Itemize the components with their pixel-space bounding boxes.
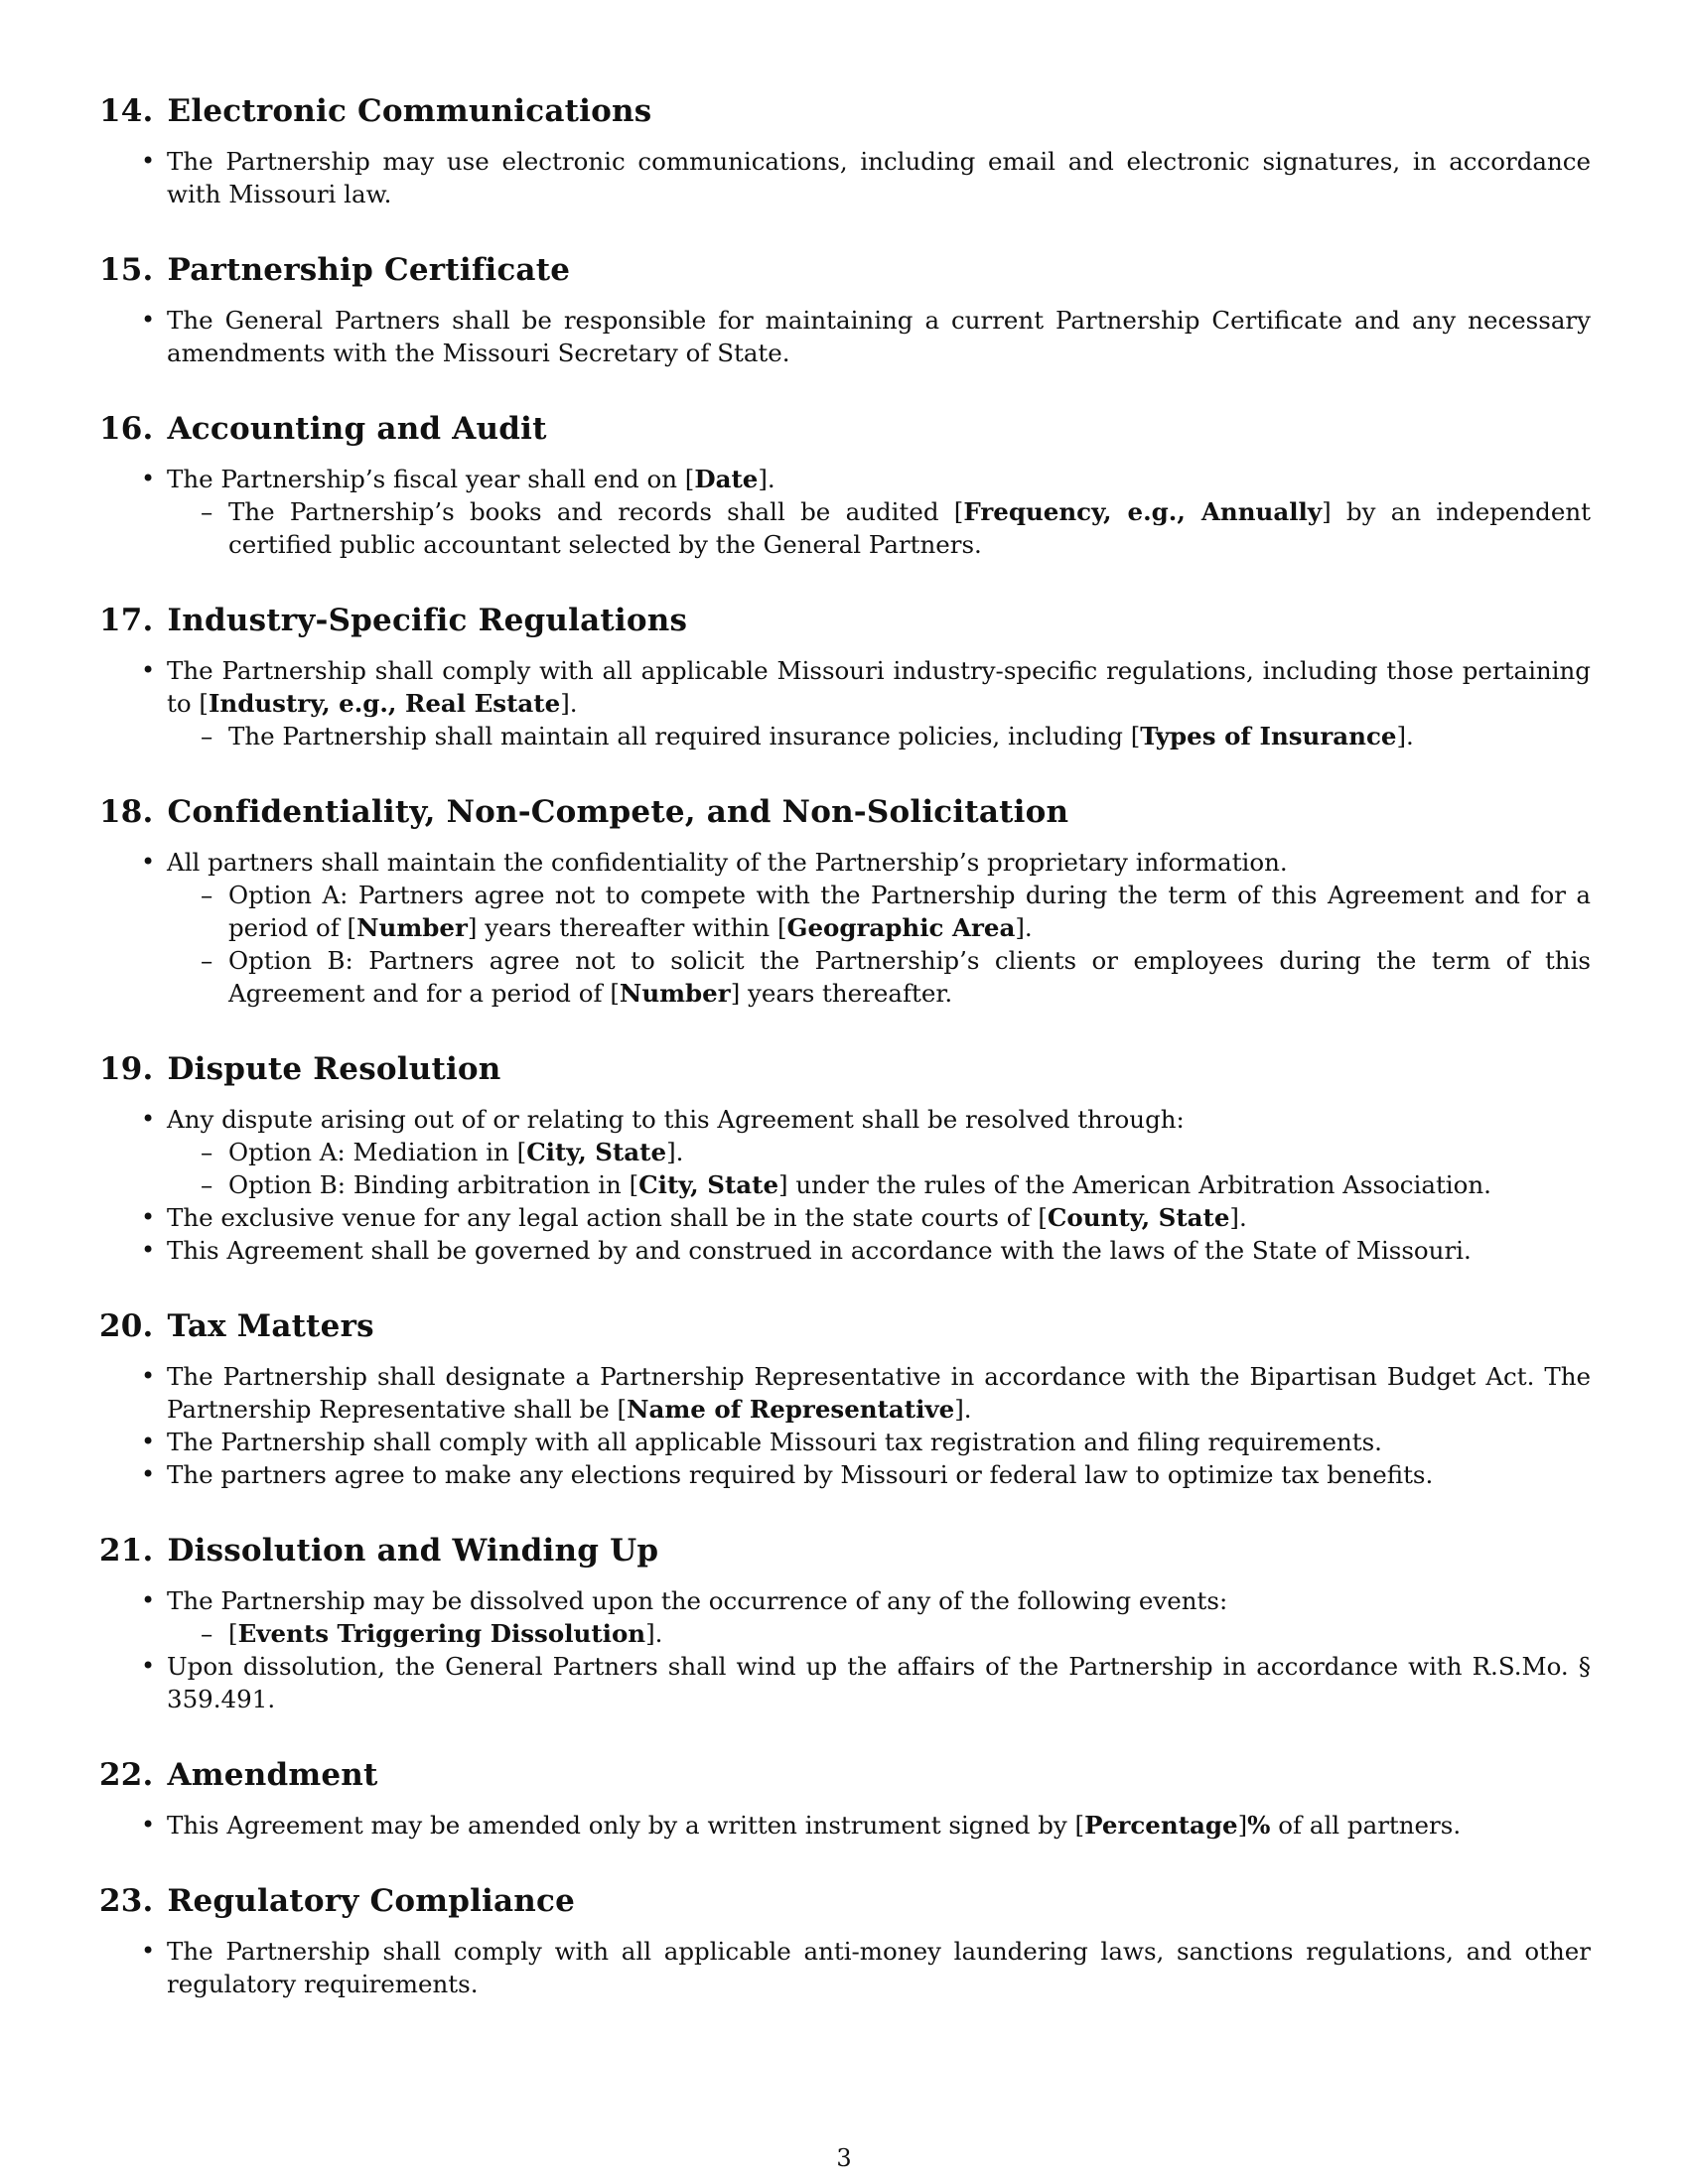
section-heading	[99, 601, 1591, 640]
placeholder-field: Frequency, e.g., Annually	[963, 497, 1323, 526]
section-heading	[99, 91, 1591, 131]
bullet-list	[99, 145, 1591, 210]
section-title: Confidentiality, Non-Compete, and Non-Solicitation	[167, 794, 1069, 830]
page-number: 3	[836, 2144, 852, 2172]
section-number: 17.	[99, 603, 154, 638]
section-title: Dispute Resolution	[167, 1051, 501, 1087]
text-run: The Partnership may be dissolved upon the occurrence of any of the following events:	[167, 1586, 1228, 1615]
sub-list-item	[167, 1168, 1591, 1201]
list-item	[99, 1201, 1591, 1234]
text-run: ].	[645, 1619, 663, 1648]
placeholder-field: City, State	[638, 1170, 779, 1199]
section-23	[99, 1881, 1591, 2000]
text-run: The exclusive venue for any legal action shall be in the state courts of [	[167, 1203, 1048, 1232]
section-17	[99, 601, 1591, 752]
section-title: Regulatory Compliance	[167, 1883, 576, 1919]
text-run: ] years thereafter.	[730, 979, 953, 1008]
placeholder-field: Number	[356, 913, 468, 942]
section-title: Dissolution and Winding Up	[167, 1533, 659, 1569]
section-number: 16.	[99, 411, 154, 447]
text-run: The partners agree to make any elections required by Missouri or federal law to optimize tax benefits.	[167, 1460, 1434, 1489]
placeholder-field: Events Triggering Dissolution	[237, 1619, 646, 1648]
text-run: All partners shall maintain the confidentiality of the Partnership’s proprietary information.	[167, 848, 1288, 877]
section-heading	[99, 1531, 1591, 1570]
sub-list	[167, 879, 1591, 1010]
text-run: The Partnership shall comply with all applicable Missouri industry-specific regulations, including those pertaining to [	[167, 656, 1591, 718]
text-run: [	[228, 1619, 238, 1648]
text-run: This Agreement may be amended only by a written instrument signed by [	[167, 1811, 1085, 1840]
section-heading	[99, 1881, 1591, 1921]
bullet-list	[99, 463, 1591, 561]
text-run: ].	[1015, 913, 1033, 942]
sub-list	[167, 1617, 1591, 1650]
section-18	[99, 792, 1591, 1010]
placeholder-field: %	[1247, 1811, 1271, 1840]
text-run: ].	[560, 689, 578, 718]
section-title: Accounting and Audit	[167, 411, 547, 447]
placeholder-field: County, State	[1047, 1203, 1230, 1232]
text-run: The Partnership may use electronic communications, including email and electronic signatures, in accordance with Missouri law.	[167, 147, 1591, 208]
text-run: The Partnership shall maintain all required insurance policies, including [	[228, 722, 1141, 751]
text-run: ].	[758, 465, 775, 493]
sub-list-item	[167, 1617, 1591, 1650]
bullet-list	[99, 1584, 1591, 1715]
section-heading	[99, 1306, 1591, 1346]
placeholder-field: Date	[694, 465, 759, 493]
section-20	[99, 1306, 1591, 1491]
text-run: ].	[666, 1138, 684, 1166]
list-item	[99, 304, 1591, 369]
section-title: Partnership Certificate	[167, 252, 571, 288]
document-page	[99, 91, 1591, 2040]
section-number: 20.	[99, 1308, 154, 1344]
sub-list-item	[167, 944, 1591, 1010]
section-title: Industry-Specific Regulations	[167, 603, 688, 638]
section-heading	[99, 1049, 1591, 1089]
list-item	[99, 1809, 1591, 1842]
list-item	[99, 846, 1591, 1010]
section-title: Tax Matters	[167, 1308, 374, 1344]
bullet-list	[99, 1809, 1591, 1842]
bullet-list	[99, 654, 1591, 752]
text-run: ].	[1229, 1203, 1247, 1232]
text-run: ] years thereafter within [	[467, 913, 787, 942]
section-21	[99, 1531, 1591, 1715]
placeholder-field: Geographic Area	[786, 913, 1016, 942]
placeholder-field: Types of Insurance	[1140, 722, 1397, 751]
text-run: Any dispute arising out of or relating to this Agreement shall be resolved through:	[167, 1105, 1185, 1134]
section-title: Electronic Communications	[167, 93, 652, 129]
placeholder-field: Name of Representative	[627, 1395, 955, 1424]
bullet-list	[99, 1103, 1591, 1267]
text-run: Option A: Partners agree not to compete with the Partnership during the term of this Agreement and for a period of [	[228, 881, 1591, 942]
list-item	[99, 145, 1591, 210]
text-run: Option A: Mediation in [	[228, 1138, 527, 1166]
section-19	[99, 1049, 1591, 1267]
list-item	[99, 1935, 1591, 2000]
bullet-list	[99, 846, 1591, 1010]
text-run: ].	[1396, 722, 1414, 751]
text-run: The Partnership shall comply with all applicable anti-money laundering laws, sanctions regulations, and other regulatory requirements.	[167, 1937, 1591, 1998]
section-16	[99, 409, 1591, 561]
section-heading	[99, 409, 1591, 449]
list-item	[99, 1650, 1591, 1715]
text-run: The Partnership’s fiscal year shall end on [	[167, 465, 695, 493]
section-22	[99, 1755, 1591, 1842]
list-item	[99, 1234, 1591, 1267]
section-14	[99, 91, 1591, 210]
text-run: ]	[1237, 1811, 1248, 1840]
text-run: ] under the rules of the American Arbitration Association.	[778, 1170, 1491, 1199]
sub-list	[167, 720, 1591, 752]
text-run: ].	[954, 1395, 972, 1424]
bullet-list	[99, 1935, 1591, 2000]
placeholder-field: Number	[619, 979, 731, 1008]
section-number: 23.	[99, 1883, 154, 1919]
section-heading	[99, 792, 1591, 832]
placeholder-field: Industry, e.g., Real Estate	[208, 689, 561, 718]
text-run: Upon dissolution, the General Partners shall wind up the affairs of the Partnership in accordance with R.S.Mo. § 359.491.	[167, 1652, 1591, 1713]
list-item	[99, 463, 1591, 561]
section-heading	[99, 1755, 1591, 1795]
text-run: The General Partners shall be responsible for maintaining a current Partnership Certificate and any necessary amendments with the Missouri Secretary of State.	[167, 306, 1591, 367]
sub-list-item	[167, 495, 1591, 561]
sub-list-item	[167, 720, 1591, 752]
text-run: of all partners.	[1270, 1811, 1462, 1840]
sub-list	[167, 1136, 1591, 1201]
list-item	[99, 1360, 1591, 1426]
text-run: Option B: Partners agree not to solicit the Partnership’s clients or employees during the term of this Agreement and for a period of [	[228, 946, 1591, 1008]
section-number: 15.	[99, 252, 154, 288]
bullet-list	[99, 304, 1591, 369]
text-run: The Partnership’s books and records shall be audited [	[228, 497, 964, 526]
list-item	[99, 1103, 1591, 1201]
text-run: The Partnership shall comply with all applicable Missouri tax registration and filing requirements.	[167, 1428, 1382, 1456]
text-run: Option B: Binding arbitration in [	[228, 1170, 639, 1199]
section-number: 18.	[99, 794, 154, 830]
text-run: The Partnership shall designate a Partnership Representative in accordance with the Bipartisan Budget Act. The Partnership Representative shall be [	[167, 1362, 1591, 1424]
placeholder-field: Percentage	[1084, 1811, 1238, 1840]
list-item	[99, 1584, 1591, 1650]
sub-list-item	[167, 1136, 1591, 1168]
section-heading	[99, 250, 1591, 290]
text-run: This Agreement shall be governed by and construed in accordance with the laws of the State of Missouri.	[167, 1236, 1472, 1265]
section-number: 21.	[99, 1533, 154, 1569]
list-item	[99, 1426, 1591, 1458]
text-run: ] by an independent certified public accountant selected by the General Partners.	[228, 497, 1591, 559]
bullet-list	[99, 1360, 1591, 1491]
section-number: 14.	[99, 93, 154, 129]
list-item	[99, 654, 1591, 752]
section-title: Amendment	[167, 1757, 378, 1793]
section-15	[99, 250, 1591, 369]
section-number: 19.	[99, 1051, 154, 1087]
sub-list-item	[167, 879, 1591, 944]
list-item	[99, 1458, 1591, 1491]
sub-list	[167, 495, 1591, 561]
placeholder-field: City, State	[526, 1138, 667, 1166]
section-number: 22.	[99, 1757, 154, 1793]
